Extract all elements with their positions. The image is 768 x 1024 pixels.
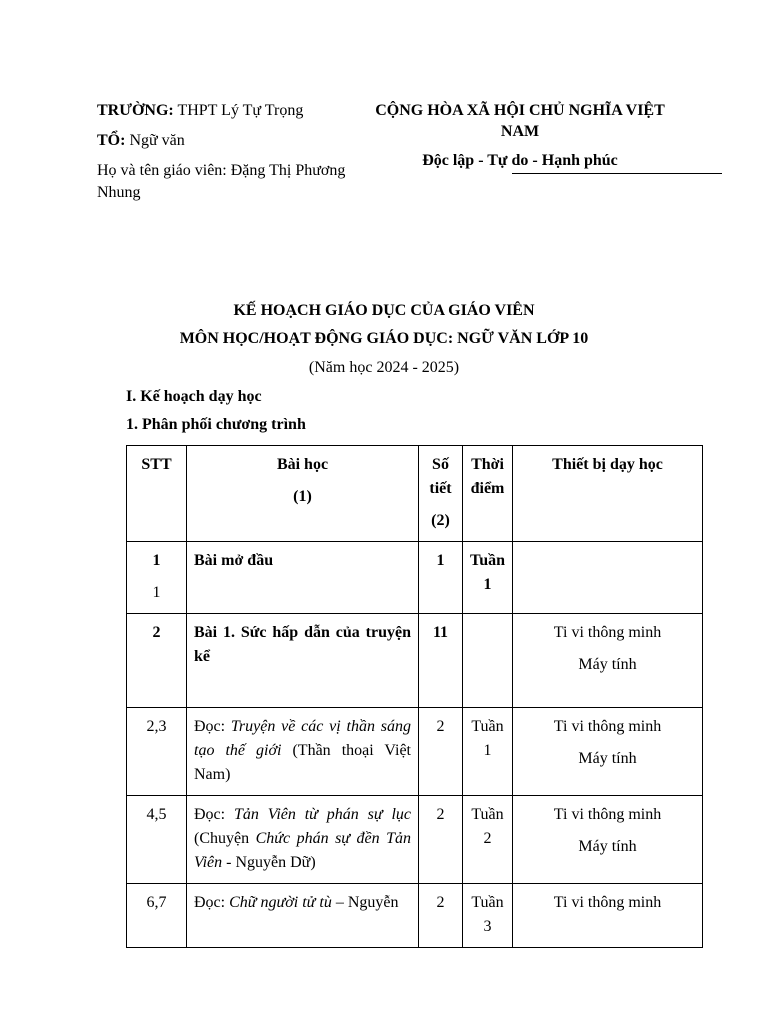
cell-time: Tuần 1 bbox=[463, 708, 513, 796]
header-equipment: Thiết bị dạy học bbox=[513, 446, 703, 542]
cell-stt bbox=[127, 542, 187, 614]
teacher-name: Họ và tên giáo viên: Đặng Thị Phương Nhung bbox=[97, 162, 346, 201]
lesson-suffix: – Nguyễn bbox=[331, 894, 399, 911]
cell-lesson bbox=[187, 708, 419, 796]
cell-lesson bbox=[187, 884, 419, 948]
equipment-item: Ti vi thông minh bbox=[553, 894, 662, 911]
cell-periods: 2 bbox=[419, 708, 463, 796]
equipment-item: Máy tính bbox=[578, 656, 637, 673]
cell-time bbox=[463, 614, 513, 708]
lesson-prefix: Đọc: bbox=[194, 718, 231, 735]
equipment-item: Máy tính bbox=[578, 838, 637, 855]
subsection-heading: 1. Phân phối chương trình bbox=[126, 416, 306, 433]
header-periods-num: (2) bbox=[431, 512, 450, 529]
cell-periods: 2 bbox=[419, 884, 463, 948]
cell-time: Tuần 2 bbox=[463, 796, 513, 884]
header-time: Thời điểm bbox=[463, 446, 513, 542]
cell-time: Tuần 1 bbox=[463, 542, 513, 614]
cell-periods: 11 bbox=[419, 614, 463, 708]
cell-time: Tuần 3 bbox=[463, 884, 513, 948]
document-title: KẾ HOẠCH GIÁO DỤC CỦA GIÁO VIÊN bbox=[233, 302, 535, 319]
lesson-prefix: Đọc: bbox=[194, 806, 234, 823]
lesson-title: Tản Viên từ phán sự lục bbox=[233, 806, 411, 823]
lesson-suffix: - Nguyễn Dữ) bbox=[222, 854, 316, 871]
header-stt: STT bbox=[127, 446, 187, 542]
cell-lesson: Bài 1. Sức hấp dẫn của truyện kể bbox=[187, 614, 419, 708]
lesson-title: Chữ người tử tù bbox=[229, 894, 332, 911]
table-row bbox=[127, 796, 703, 884]
lesson-prefix: Đọc: bbox=[194, 894, 230, 911]
cell-periods: 2 bbox=[419, 796, 463, 884]
cell-lesson bbox=[187, 796, 419, 884]
stt-sub-value: 1 bbox=[152, 584, 161, 601]
motto: Độc lập - Tự do - Hạnh phúc bbox=[422, 152, 618, 169]
program-table bbox=[126, 445, 703, 948]
cell-stt: 2,3 bbox=[127, 708, 187, 796]
cell-lesson: Bài mở đầu bbox=[187, 542, 419, 614]
header-lesson bbox=[187, 446, 419, 542]
cell-equipment bbox=[513, 796, 703, 884]
cell-stt: 2 bbox=[127, 614, 187, 708]
table-row bbox=[127, 614, 703, 708]
cell-periods: 1 bbox=[419, 542, 463, 614]
school-year: (Năm học 2024 - 2025) bbox=[308, 359, 460, 376]
table-row bbox=[127, 708, 703, 796]
equipment-item: Ti vi thông minh bbox=[553, 718, 662, 735]
cell-equipment bbox=[513, 708, 703, 796]
lesson-mid: (Chuyện bbox=[194, 830, 256, 847]
lesson-title: Truyện về các vị thần sáng tạo thế giới bbox=[194, 718, 411, 759]
table-row bbox=[127, 542, 703, 614]
header-left bbox=[97, 100, 347, 212]
cell-stt: 6,7 bbox=[127, 884, 187, 948]
header-right bbox=[370, 100, 670, 171]
cell-equipment bbox=[513, 884, 703, 948]
section-heading: I. Kế hoạch dạy học bbox=[126, 388, 262, 405]
lesson-title-2: Chức phán sự đền Tản Viên bbox=[194, 830, 411, 871]
header-periods-label: Số tiết bbox=[429, 456, 452, 497]
stt-value: 1 bbox=[152, 552, 161, 569]
cell-equipment bbox=[513, 542, 703, 614]
table-row bbox=[127, 884, 703, 948]
school-value: THPT Lý Tự Trọng bbox=[177, 102, 304, 119]
header-lesson-label: Bài học bbox=[276, 456, 329, 473]
equipment-item: Ti vi thông minh bbox=[553, 624, 662, 641]
cell-stt: 4,5 bbox=[127, 796, 187, 884]
school-line bbox=[97, 100, 347, 122]
lesson-suffix: (Thần thoại Việt Nam) bbox=[194, 742, 411, 783]
equipment-item: Ti vi thông minh bbox=[553, 806, 662, 823]
motto-underline bbox=[512, 173, 722, 174]
school-label: TRƯỜNG: bbox=[97, 102, 174, 119]
header-lesson-num: (1) bbox=[293, 488, 312, 505]
group-value: Ngữ văn bbox=[129, 132, 185, 149]
header-periods bbox=[419, 446, 463, 542]
group-line bbox=[97, 130, 347, 152]
nation-title: CỘNG HÒA XÃ HỘI CHỦ NGHĨA VIỆT NAM bbox=[375, 102, 665, 140]
table-header-row bbox=[127, 446, 703, 542]
equipment-item: Máy tính bbox=[578, 750, 637, 767]
document-subtitle: MÔN HỌC/HOẠT ĐỘNG GIÁO DỤC: NGỮ VĂN LỚP 10 bbox=[179, 330, 589, 347]
group-label: TỔ: bbox=[97, 132, 126, 149]
cell-equipment bbox=[513, 614, 703, 708]
